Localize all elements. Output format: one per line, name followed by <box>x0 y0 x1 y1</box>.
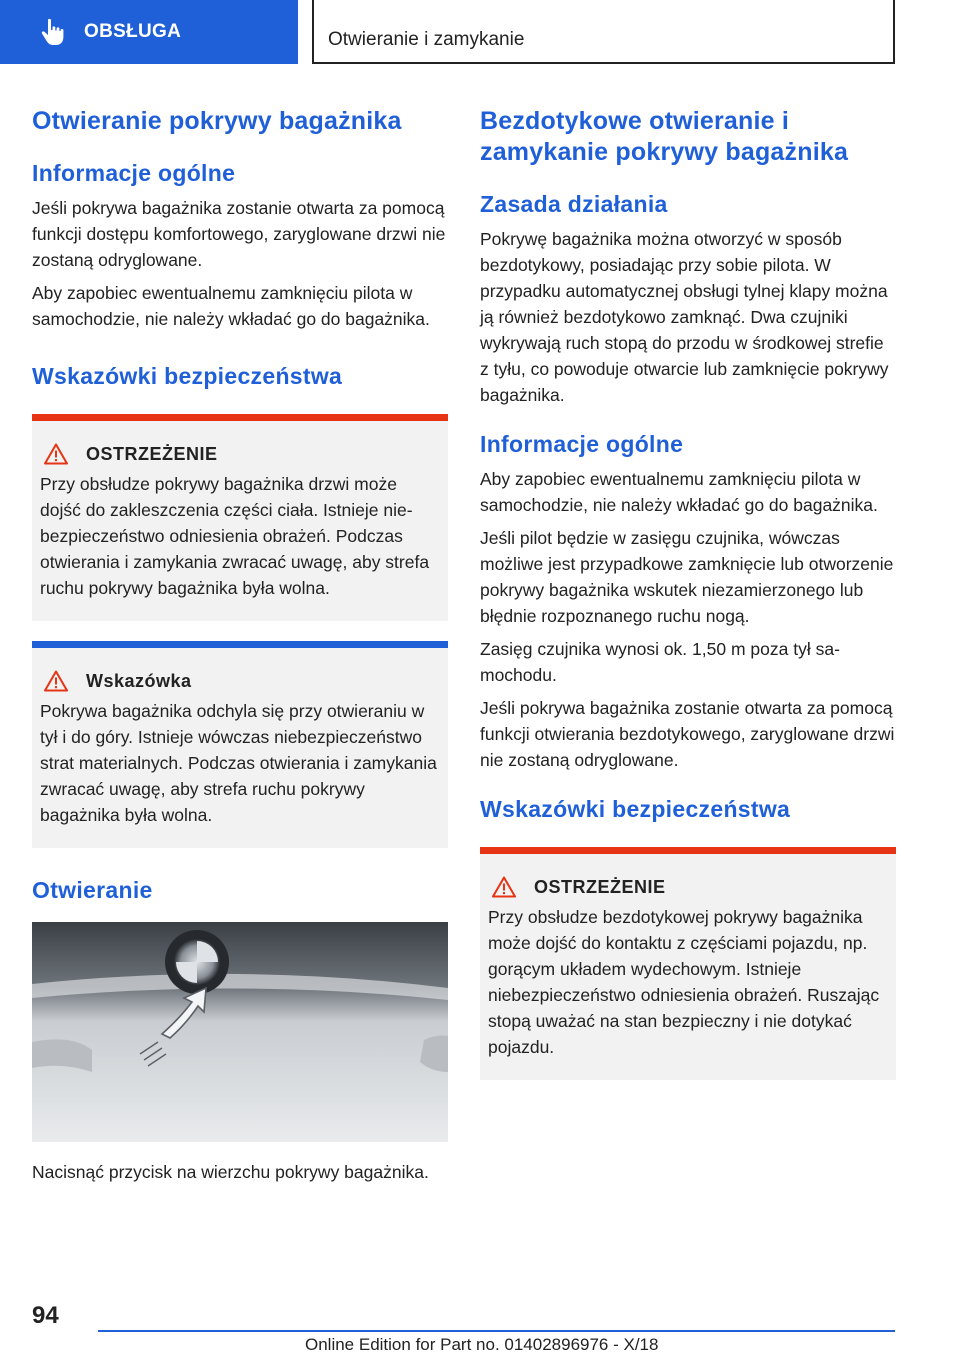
section-title: Bezdotykowe otwieranie i zamykanie pokrywy bagażnika <box>480 107 849 166</box>
chapter-header <box>312 0 895 64</box>
warning-triangle-icon <box>44 670 68 692</box>
warning-triangle-icon <box>492 876 516 898</box>
paragraph: Zasięg czujnika wynosi ok. 1,50 m poza tył samochodu. <box>480 639 840 685</box>
footer-divider <box>98 1330 895 1332</box>
subheading-opening: Otwieranie <box>32 877 153 903</box>
trunk-button-photo <box>32 922 448 1142</box>
page-number: 94 <box>32 1302 59 1329</box>
warning-box <box>480 847 896 1080</box>
section-label: OBSŁUGA <box>84 21 182 42</box>
paragraph: Aby zapobiec ewentualnemu zamknięciu pilota w samochodzie, nie należy wkładać go do bagażnika. <box>32 283 430 329</box>
warning-title: OSTRZEŻENIE <box>534 876 666 897</box>
section-tab <box>0 0 298 64</box>
hand-pointer-icon <box>40 18 66 46</box>
warning-title: OSTRZEŻENIE <box>86 443 218 464</box>
left-column <box>32 100 448 1192</box>
right-column <box>480 100 896 1080</box>
section-title: Otwieranie pokrywy bagażnika <box>32 107 402 135</box>
warning-box <box>32 414 448 621</box>
warning-text: Przy obsłudze bezdotykowej pokrywy bagażnika może dojść do kontaktu z częściami pojazdu, np. gorącym układem wydechowym. Istnieje niebezpieczeństwo odniesienia obrażeń. Ruszając stopą uważać na stan bezpieczny i nie dotykać pojazdu. <box>488 907 880 1057</box>
warning-triangle-icon <box>44 443 68 465</box>
paragraph: Jeśli pokrywa bagażnika zostanie otwarta za pomocą funkcji dostępu komfortowego, zaryglowane drzwi nie zostaną odryglowane. <box>32 198 446 270</box>
note-box <box>32 641 448 848</box>
subheading-safety: Wskazówki bezpieczeństwa <box>32 363 343 389</box>
paragraph: Jeśli pokrywa bagażnika zostanie otwarta za pomocą funkcji otwierania bezdotykowego, zaryglowane drzwi nie zostaną odryglowane. <box>480 698 895 770</box>
subheading-general: Informacje ogólne <box>480 431 684 457</box>
subheading-general: Informacje ogólne <box>32 160 236 186</box>
footer-edition: Online Edition for Part no. 01402896976 - X/18 <box>305 1335 659 1354</box>
note-text: Pokrywa bagażnika odchyla się przy otwieraniu w tył i do góry. Istnieje wówczas niebezpieczeństwo strat materialnych. Podczas otwierania i zamykania zwracać uwagę, aby strefa ruchu pokrywy bagażnika była wolna. <box>40 701 437 825</box>
chapter-title: Otwieranie i zamykanie <box>328 29 525 50</box>
image-caption: Nacisnąć przycisk na wierzchu pokrywy bagażnika. <box>32 1162 429 1182</box>
subheading-safety: Wskazówki bezpieczeństwa <box>480 796 791 822</box>
paragraph: Jeśli pilot będzie w zasięgu czujnika, wówczas możliwe jest przypadkowe zamknięcie lub otworzenie pokrywy bagażnika wskutek niezamierzonego lub błędnie rozpoznanego ruchu nogą. <box>480 528 894 626</box>
paragraph: Aby zapobiec ewentualnemu zamknięciu pilota w samochodzie, nie należy wkładać go do bagażnika. <box>480 469 878 515</box>
note-title: Wskazówka <box>86 670 192 691</box>
subheading-principle: Zasada działania <box>480 191 668 217</box>
paragraph: Pokrywę bagażnika można otworzyć w sposób bezdotykowy, posiadając przy sobie pilota. W przypadku automatycznej obsługi tylnej klapy można ją również bezdotykowo zamknąć. Dwa czujniki wykrywają ruch stopą do przodu w środkowej strefie z tyłu, co powoduje otwarcie lub zamknięcie pokrywy bagażnika. <box>480 229 889 405</box>
warning-text: Przy obsłudze pokrywy bagażnika drzwi może dojść do zakleszczenia części ciała. Istnieje niebezpieczeństwo odniesienia obrażeń. Podczas otwierania i zamykania zwracać uwagę, aby strefa ruchu pokrywy bagażnika była wolna. <box>40 474 430 598</box>
